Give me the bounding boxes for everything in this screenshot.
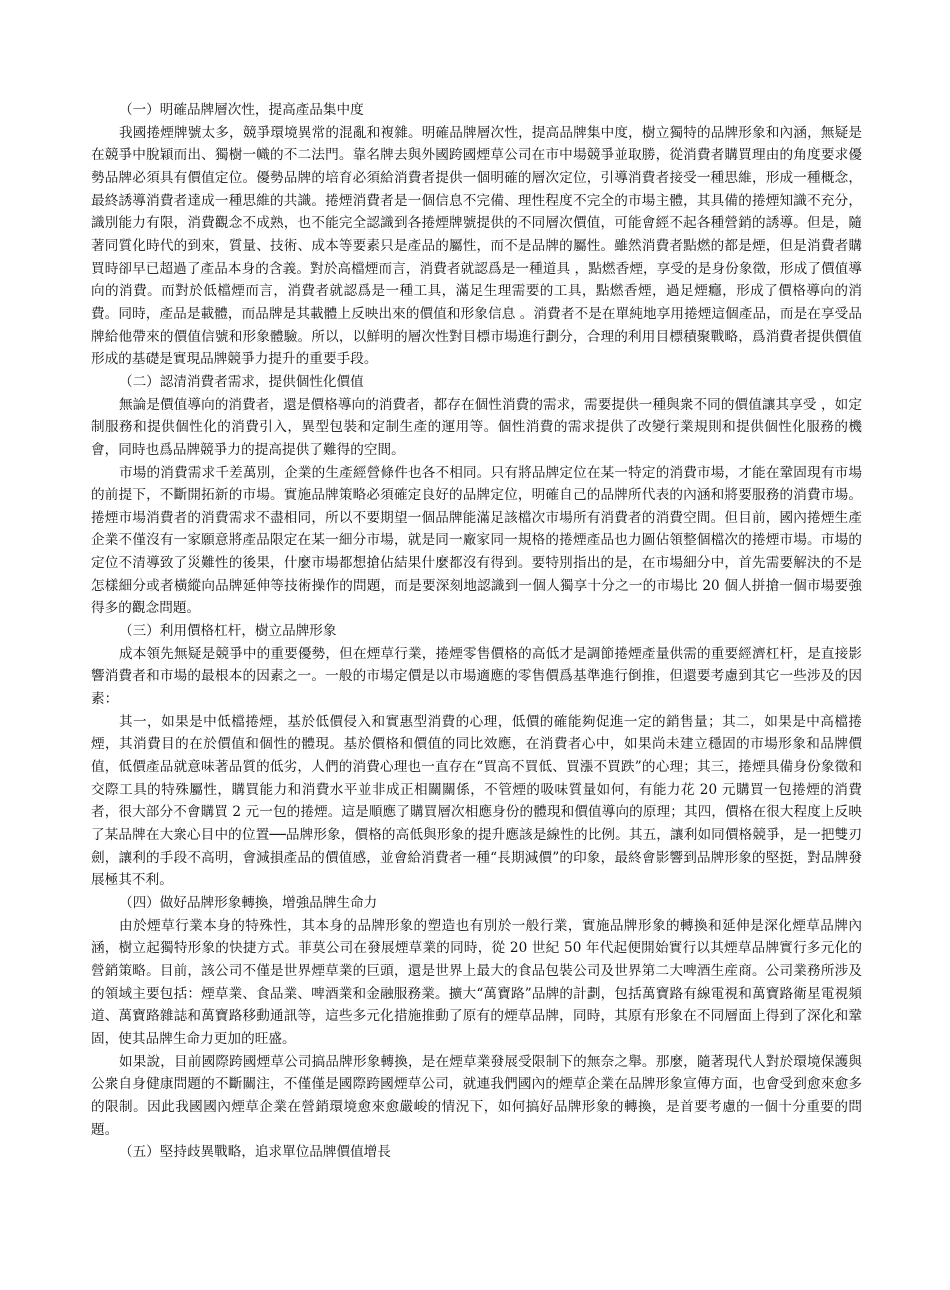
section-heading-3: （三）利用價格杠杆，樹立品牌形象: [119, 623, 337, 640]
paragraph-4-2: 如果說，目前國際跨國煙草公司搞品牌形象轉換，是在煙草業發展受限制下的無奈之舉。那麼，隨著現代人對於環境保護與公衆自身健康問題的不斷關注，不僅僅是國際跨國煙草公司，就連我們國內的煙草企業在品牌形象宣傳方面，也會受到愈來愈多的限制。因此我國國內煙草企業在營銷環境愈來愈嚴峻的情況下，如何搞好品牌形象的轉換，是首要考慮的一個十分重要的問題。: [91, 1053, 862, 1138]
paragraph-1-1: 我國捲煙牌號太多，競爭環境異常的混亂和複雜。明確品牌層次性，提高品牌集中度，樹立獨特的品牌形象和內涵，無疑是在競爭中脫穎而出、獨樹一幟的不二法門。靠名牌去與外國跨國煙草公司在市中場競爭並取勝，從消費者購買理由的角度要求優勢品牌必須具有價值定位。優勢品牌的培育必須給消費者提供一個明確的層次定位，引導消費者接受一種思維，形成一種概念，最終誘導消費者達成一種思維的共識。捲煙消費者是一個信息不完備、理性程度不完全的市場主體，其具備的捲煙知識不充分，識別能力有限，消費觀念不成熟，也不能完全認識到各捲煙牌號提供的不同層次價值，可能會經不起各種營銷的誘導。但是，隨著同質化時代的到來，質量、技術、成本等要素只是產品的屬性，而不是品牌的屬性。雖然消費者點燃的都是煙，但是消費者購買時卻早已超過了產品本身的含義。對於高檔煙而言，消費者就認爲是一種道具 ，點燃香煙，享受的是身份象徵，形成了價值導向的消費。而對於低檔煙而言，消費者就認爲是一種工具，滿足生理需要的工具，點燃香煙，過足煙癮，形成了價格導向的消費。同時，產品是載體，而品牌是其載體上反映出來的價值和形象信息 。消費者不是在單純地享用捲煙這個產品，而是在享受品牌給他帶來的價值信號和形象體驗。所以，以鮮明的層次性對目標市場進行劃分，合理的利用目標積聚戰略，爲消費者提供價值形成的基礎是實現品牌競爭力提升的重要手段。: [91, 124, 862, 368]
section-heading-1: （一）明確品牌層次性，提高產品集中度: [119, 102, 364, 118]
paragraph-2-1: 無論是價值導向的消費者，還是價格導向的消費者，都存在個性消費的需求，需要提供一種與衆不同的價值讓其享受 ，如定制服務和提供個性化的消費引入，異型包裝和定制生產的運用等。個性消費的需求提供了改變行業規則和提供個性化服務的機會，同時也爲品牌競爭力的提高提供了難得的空間。: [91, 396, 862, 458]
section-heading-5: （五）堅持歧異戰略，追求單位品牌價值增長: [119, 1144, 391, 1161]
section-heading-4: （四）做好品牌形象轉換，增強品牌生命力: [119, 894, 378, 911]
paragraph-3-2: 其一，如果是中低檔捲煙，基於低價侵入和實惠型消費的心理，低價的確能夠促進一定的銷售量；其二，如果是中高檔捲煙，其消費目的在於價值和個性的體現。基於價格和價值的同比效應，在消費者心中，如果尚未建立穩固的市場形象和品牌價值，低價產品就意味著品質的低劣，人們的消費心理也一直存在“買高不買低、買漲不買跌”的心理；其三，捲煙具備身份象徵和交際工具的特殊屬性，購買能力和消費水平並非成正相關關係，不管煙的吸味質量如何，有能力花 20 元購買一包捲煙的消費者，很大部分不會購買 2 元一包的捲煙。這是順應了購買層次相應身份的體現和價值導向的原理；其四，價格在很大程度上反映了某品牌在大衆心目中的位置──品牌形象，價格的高低與形象的提升應該是線性的比例。其五，讓利如同價格競爭，是一把雙刃劍，讓利的手段不高明，會減損產品的價值感，並會給消費者一種“長期減價”的印象，最終會影響到品牌形象的堅挺，對品牌發展極其不利。: [91, 713, 862, 889]
paragraph-4-1: 由於煙草行業本身的特殊性，其本身的品牌形象的塑造也有別於一般行業，實施品牌形象的轉換和延伸是深化煙草品牌內涵，樹立起獨特形象的快捷方式。菲莫公司在發展煙草業的同時，從 20 世紀 50 年代起便開始實行以其煙草品牌實行多元化的營銷策略。目前，該公司不僅是世界煙草業的巨頭，還是世界上最大的食品包裝公司及世界第二大啤酒生産商。公司業務所涉及的領域主要包括：煙草業、食品業、啤酒業和金融服務業。擴大“萬寶路”品牌的計劃，包括萬寶路有線電視和萬寶路衛星電視頻道、萬寶路雜誌和萬寶路移動通訊等，這些多元化措施推動了原有的煙草品牌，同時，其原有形象在不同層面上得到了深化和鞏固，使其品牌生命力更加的旺盛。: [91, 917, 862, 1047]
section-heading-2: （二）認清消費者需求，提供個性化價值: [119, 373, 364, 390]
paragraph-2-2: 市場的消費需求千差萬別，企業的生產經營條件也各不相同。只有將品牌定位在某一特定的消費市場，才能在鞏固現有市場的前提下，不斷開拓新的市場。實施品牌策略必須確定良好的品牌定位，明確自己的品牌所代表的內涵和將要服務的消費市場。捲煙市場消費者的消費需求不盡相同，所以不要期望一個品牌能滿足該檔次市場所有消費者的消費空間。但目前，國內捲煙生產企業不僅沒有一家願意將產品限定在某一細分市場，就是同一廠家同一規格的捲煙產品也力圖佔領整個檔次的捲煙市場。市場的定位不清導致了災難性的後果，什麼市場都想搶佔結果什麼都沒有得到。要特別指出的是，在市場細分中，首先需要解決的不是怎樣細分或者橫縱向品牌延伸等技術操作的問題，而是要深刻地認識到一個人獨享十分之一的市場比 20 個人拼搶一個市場要強得多的觀念問題。: [91, 464, 862, 617]
paragraph-3-1: 成本領先無疑是競爭中的重要優勢，但在煙草行業，捲煙零售價格的高低才是調節捲煙產量供需的重要經濟杠杆，是直接影響消費者和市場的最根本的因素之一。一般的市場定價是以市場適應的零售價爲基準進行倒推，但還要考慮到其它一些涉及的因素：: [91, 645, 862, 708]
